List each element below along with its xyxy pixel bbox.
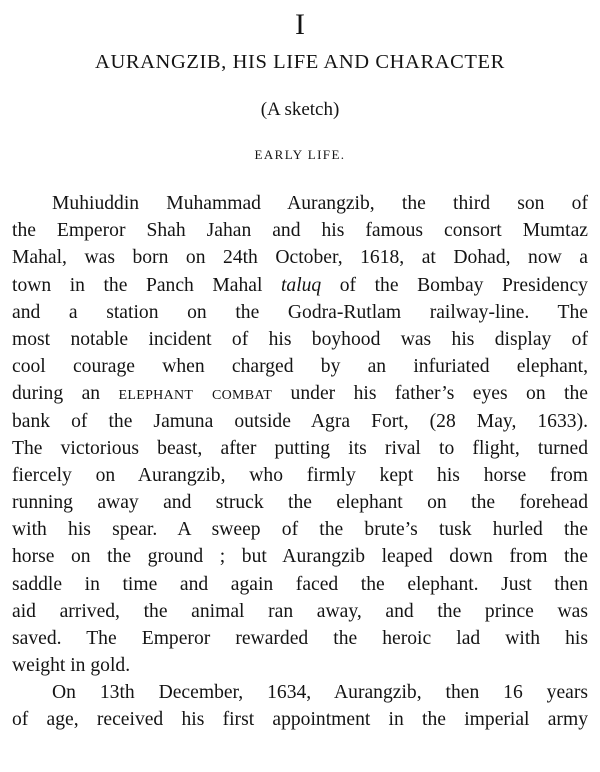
text-line: cool courage when charged by an infuriated elephant, — [12, 356, 588, 378]
text-line: bank of the Jamuna outside Agra Fort, (28 May, 1633). — [12, 410, 588, 432]
text-line: horse on the ground ; but Aurangzib leaped down from the — [12, 546, 588, 568]
text-line: running away and struck the elephant on the forehead — [12, 492, 588, 514]
text-line: Mahal, was born on 24th October, 1618, at Dohad, now a — [12, 247, 588, 269]
text-line: with his spear. A sweep of the brute’s tusk hurled the — [12, 519, 588, 541]
text-line: and a station on the Godra-Rutlam railway-line. The — [12, 301, 588, 323]
text-line: fiercely on Aurangzib, who firmly kept his horse from — [12, 464, 588, 486]
paragraph-first-appointment — [12, 679, 588, 733]
chapter-title: AURANGZIB, HIS LIFE AND CHARACTER — [95, 51, 505, 73]
text-line: aid arrived, the animal ran away, and the prince was — [12, 600, 588, 622]
section-heading: EARLY LIFE. — [254, 147, 346, 162]
text-run: during an — [12, 383, 119, 405]
text-line: On 13th December, 1634, Aurangzib, then 16 years — [52, 682, 588, 703]
text-line: most notable incident of his boyhood was his display of — [12, 328, 588, 350]
text-line: of age, received his first appointment in the imperial army — [12, 709, 588, 731]
text-run: town in the Panch Mahal — [12, 274, 281, 296]
text-run: under his father’s eyes on the — [272, 383, 588, 405]
small-caps-term: elephant combat — [118, 383, 273, 405]
text-run: of the Bombay Presidency — [321, 274, 588, 296]
text-line — [12, 380, 588, 407]
chapter-subtitle: (A sketch) — [260, 99, 340, 120]
text-line: weight in gold. — [12, 655, 131, 677]
text-line: the Emperor Shah Jahan and his famous consort Mumtaz — [12, 220, 588, 242]
italic-term: taluq — [280, 274, 322, 296]
text-line: The victorious beast, after putting its rival to flight, turned — [12, 437, 588, 459]
text-line: saddle in time and again faced the elephant. Just then — [12, 573, 588, 595]
paragraph-early-life — [12, 190, 588, 679]
text-line — [12, 272, 588, 299]
text-line: saved. The Emperor rewarded the heroic lad with his — [12, 628, 588, 649]
chapter-number: I — [295, 8, 305, 41]
text-line: Muhiuddin Muhammad Aurangzib, the third son of — [52, 193, 588, 214]
